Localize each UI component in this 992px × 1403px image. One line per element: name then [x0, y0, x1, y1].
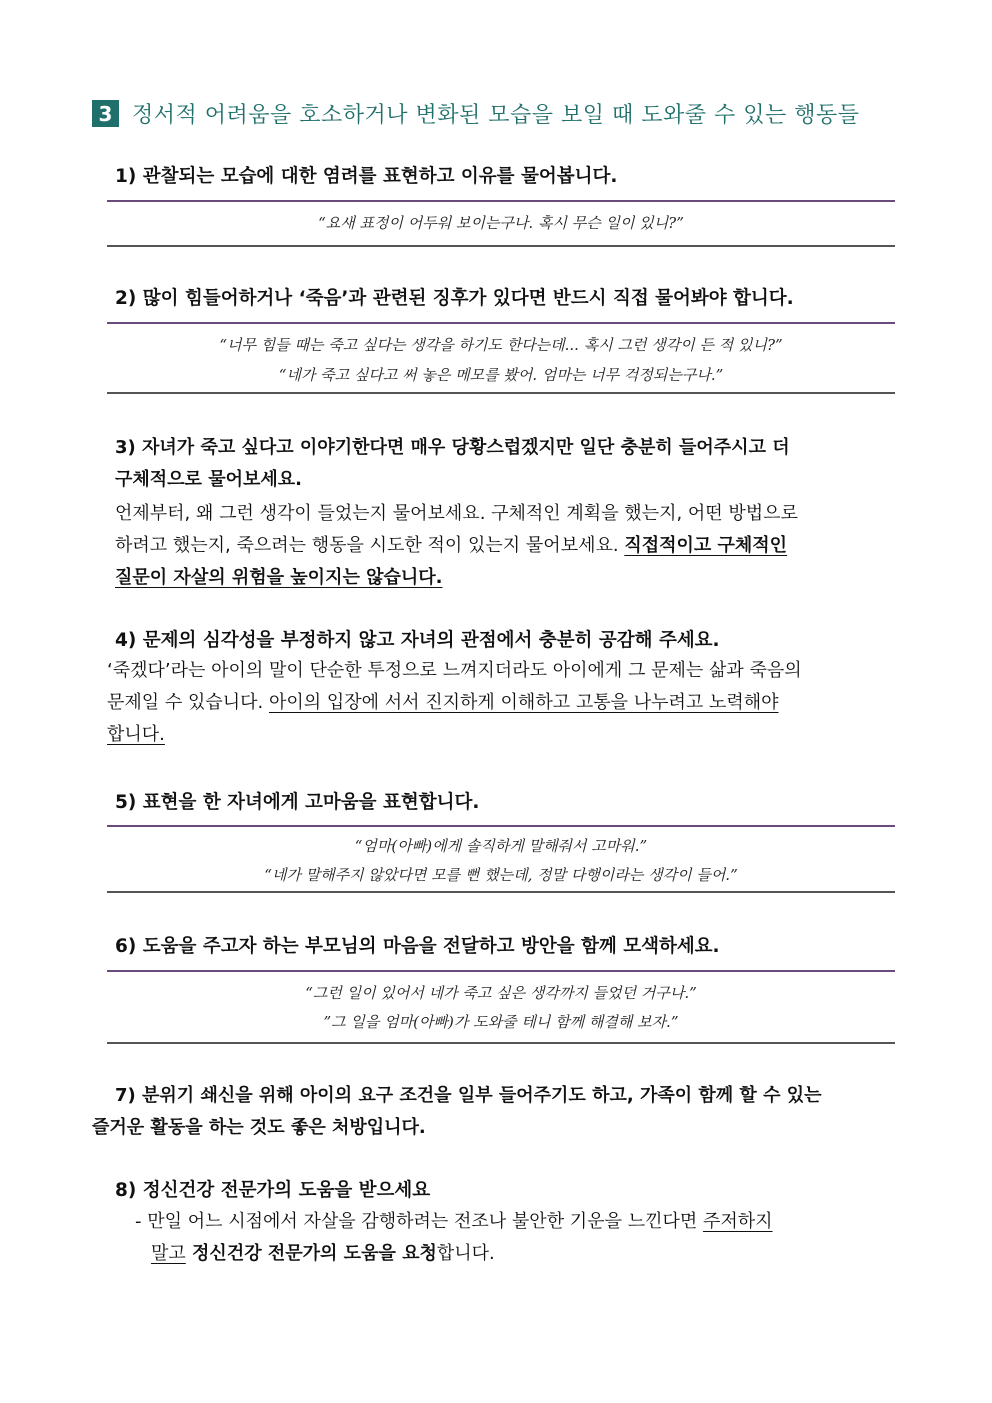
item-3-body-text: 하려고 했는지, 죽으려는 행동을 시도한 적이 있는지 물어보세요. [115, 535, 625, 556]
item-2-quote-box [107, 322, 895, 394]
item-2-title: 2) 많이 힘들어하거나 ‘죽음’과 관련된 징후가 있다면 반드시 직접 물어봐야 합니다. [115, 288, 794, 309]
section-number-badge: 3 [92, 100, 119, 127]
quote-line: “네가 죽고 싶다고 써 놓은 메모를 봤어. 엄마는 너무 걱정되는구나.” [278, 366, 724, 384]
item-4-body-line-3: 합니다. [107, 724, 165, 745]
quote-line: “요새 표정이 어두워 보이는구나. 혹시 무슨 일이 있니?” [318, 214, 684, 232]
item-8-body-line-1 [135, 1206, 895, 1238]
item-6-quote-box [107, 970, 895, 1044]
item-1-quote-box [107, 200, 895, 247]
item-4-title: 4) 문제의 심각성을 부정하지 않고 자녀의 관점에서 충분히 공감해 주세요. [115, 630, 720, 651]
quote-line: “너무 힘들 때는 죽고 싶다는 생각을 하기도 한다는데... 혹시 그런 생각이 든 적 있니?” [219, 336, 783, 354]
item-4-body-line-2 [107, 687, 910, 719]
item-3-emphasis: 직접적이고 구체적인 [624, 535, 788, 556]
item-8-title: 8) 정신건강 전문가의 도움을 받으세요 [115, 1180, 431, 1201]
item-4-emphasis: 아이의 입장에 서서 진지하게 이해하고 고통을 나누려고 노력해야 [269, 692, 779, 713]
item-8-emphasis: 말고 [151, 1243, 186, 1264]
item-7-title-line-1: 7) 분위기 쇄신을 위해 아이의 요구 조건을 일부 들어주기도 하고, 가족이 함께 할 수 있는 [115, 1085, 822, 1106]
item-1-title: 1) 관찰되는 모습에 대한 염려를 표현하고 이유를 물어봅니다. [115, 166, 618, 187]
item-8-body-tail: 합니다. [436, 1243, 495, 1264]
quote-line: “네가 말해주지 않았다면 모를 뻔 했는데, 정말 다행이라는 생각이 들어.” [264, 866, 738, 884]
quote-line: “엄마(아빠)에게 솔직하게 말해줘서 고마워.” [354, 837, 648, 855]
item-3-body-line-1: 언제부터, 왜 그런 생각이 들었는지 물어보세요. 구체적인 계획을 했는지, 어떤 방법으로 [115, 503, 798, 524]
item-8-emphasis: 주저하지 [702, 1211, 773, 1232]
quote-line: “그런 일이 있어서 네가 죽고 싶은 생각까지 들었던 거구나.” [305, 984, 697, 1002]
section-header [92, 98, 860, 129]
item-4-body [107, 655, 910, 751]
item-8-body-text: - 만일 어느 시점에서 자살을 감행하려는 전조나 불안한 기운을 느낀다면 [135, 1211, 703, 1232]
quote-line: ”그 일을 엄마(아빠)가 도와줄 테니 함께 해결해 보자.” [323, 1013, 679, 1031]
item-4-body-line-1: ‘죽겠다’라는 아이의 말이 단순한 투정으로 느껴지더라도 아이에게 그 문제는 삶과 죽음의 [107, 660, 802, 681]
item-7-title-line-2: 즐거운 활동을 하는 것도 좋은 처방입니다. [92, 1117, 426, 1138]
item-5-title: 5) 표현을 한 자녀에게 고마움을 표현합니다. [115, 792, 480, 813]
section-title: 정서적 어려움을 호소하거나 변화된 모습을 보일 때 도와줄 수 있는 행동들 [132, 103, 860, 128]
item-4-body-text: 문제일 수 있습니다. [107, 692, 269, 713]
item-6-title: 6) 도움을 주고자 하는 부모님의 마음을 전달하고 방안을 함께 모색하세요. [115, 936, 720, 957]
item-3-body-line-2 [115, 530, 910, 562]
item-7 [92, 1080, 910, 1144]
item-8-body [135, 1206, 895, 1270]
item-3 [115, 432, 910, 594]
item-8-body-line-2 [135, 1238, 895, 1270]
item-3-title-line-1: 3) 자녀가 죽고 싶다고 이야기한다면 매우 당황스럽겠지만 일단 충분히 들어주시고 더 [115, 437, 790, 458]
item-8-bold-text: 정신건강 전문가의 도움을 요청 [185, 1243, 437, 1264]
item-3-title-line-2: 구체적으로 물어보세요. [115, 469, 302, 490]
item-3-body-line-3: 질문이 자살의 위험을 높이지는 않습니다. [115, 567, 443, 588]
item-5-quote-box [107, 825, 895, 893]
